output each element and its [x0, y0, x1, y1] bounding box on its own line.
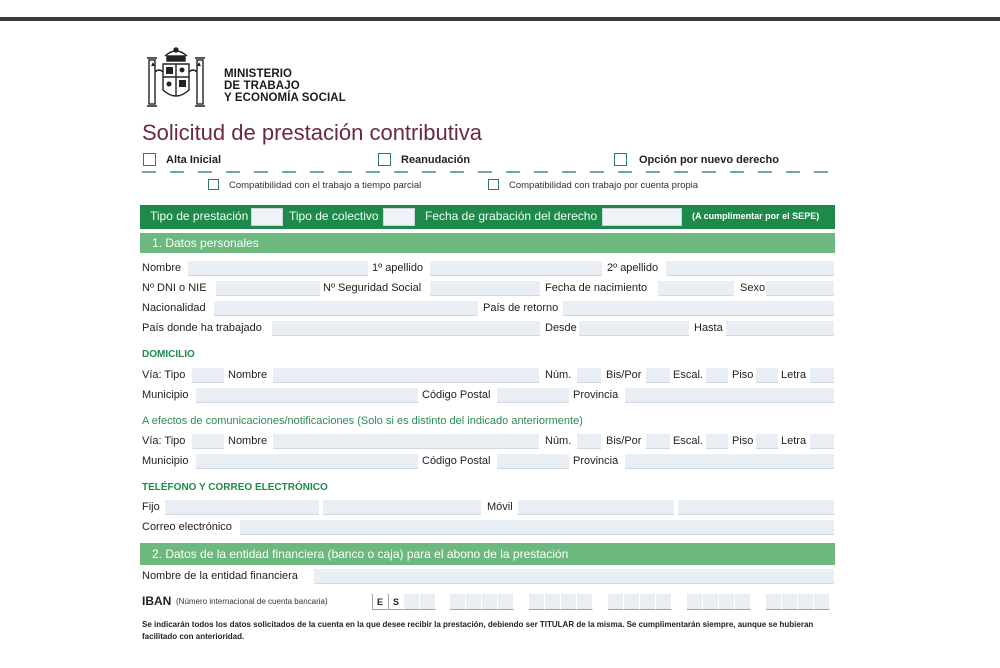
fijo-field-1[interactable]	[165, 500, 319, 515]
opcion-nuevo-derecho-label: Opción por nuevo derecho	[639, 154, 779, 166]
fecha-grabacion-label: Fecha de grabación del derecho	[425, 209, 598, 223]
form-title: Solicitud de prestación contributiva	[142, 120, 482, 145]
iban-cell[interactable]	[482, 594, 498, 610]
fecha-nacimiento-field[interactable]	[658, 281, 734, 296]
fijo-label: Fijo	[142, 501, 160, 513]
iban-cell[interactable]	[687, 594, 703, 610]
notif-bis-label: Bis/Por	[606, 435, 642, 447]
entidad-field[interactable]	[314, 569, 834, 584]
via-tipo-label: Vía: Tipo	[142, 369, 186, 381]
iban-group-1[interactable]	[372, 594, 436, 610]
letra-label: Letra	[781, 369, 807, 381]
entidad-label: Nombre de la entidad financiera	[142, 570, 298, 582]
cp-label: Código Postal	[422, 389, 491, 401]
tipo-prestacion-label: Tipo de prestación	[150, 209, 249, 223]
coat-of-arms-icon	[143, 44, 209, 116]
notif-cp-label: Código Postal	[422, 455, 491, 467]
municipio-label: Municipio	[142, 389, 189, 401]
notificaciones-heading: A efectos de comunicaciones/notificaciones (Solo si es distinto del indicado anteriormente)	[142, 415, 583, 427]
iban-cell[interactable]	[561, 594, 577, 610]
iban-cell[interactable]	[782, 594, 798, 610]
pais-trabajado-field[interactable]	[272, 321, 540, 336]
bis-field[interactable]	[646, 368, 670, 383]
correo-label: Correo electrónico	[142, 521, 232, 533]
pais-retorno-label: País de retorno	[483, 302, 559, 314]
notif-letra-label: Letra	[781, 435, 807, 447]
desde-field[interactable]	[579, 321, 689, 336]
ministry-line-2: DE TRABAJO	[224, 80, 300, 92]
opcion-nuevo-derecho-checkbox[interactable]	[614, 153, 627, 166]
iban-cell[interactable]	[420, 594, 436, 610]
iban-group-3[interactable]	[529, 594, 593, 610]
via-nombre-field[interactable]	[273, 368, 539, 383]
viewer-top-area	[0, 0, 1000, 14]
sepe-note: (A cumplimentar por el SEPE)	[692, 211, 820, 221]
piso-label: Piso	[732, 369, 754, 381]
letra-field[interactable]	[810, 368, 834, 383]
iban-group-2[interactable]	[450, 594, 514, 610]
iban-cell[interactable]	[798, 594, 814, 610]
iban-country-1: E	[372, 594, 388, 610]
notif-num-label: Núm.	[545, 435, 572, 447]
ministry-name	[224, 68, 346, 104]
compat-propia-label: Compatibilidad con trabajo por cuenta propia	[509, 180, 699, 191]
notif-escal-label: Escal.	[673, 435, 703, 447]
tipo-colectivo-label: Tipo de colectivo	[289, 209, 379, 223]
municipio-field[interactable]	[196, 388, 418, 403]
contacto-heading: TELÉFONO Y CORREO ELECTRÓNICO	[142, 482, 328, 493]
piso-field[interactable]	[756, 368, 778, 383]
escal-field[interactable]	[706, 368, 728, 383]
movil-field-2[interactable]	[678, 500, 834, 515]
nss-label: Nº Seguridad Social	[323, 282, 422, 294]
dashed-separator	[142, 171, 832, 173]
reanudacion-checkbox[interactable]	[378, 153, 391, 166]
nombre-label: Nombre	[142, 262, 182, 274]
iban-cell[interactable]	[608, 594, 624, 610]
notif-provincia-field[interactable]	[625, 454, 834, 469]
section-2-title: 2. Datos de la entidad financiera (banco o caja) para el abono de la prestación	[152, 547, 569, 561]
notif-num-field[interactable]	[577, 434, 601, 449]
iban-cell[interactable]	[703, 594, 719, 610]
bis-label: Bis/Por	[606, 369, 642, 381]
fecha-grabacion-field[interactable]	[602, 208, 682, 226]
notif-via-tipo-label: Vía: Tipo	[142, 435, 186, 447]
iban-note: Se indicarán todos los datos solicitados de la cuenta en la que desee recibir la prestación, debiendo ser TITULAR de la misma. Se cumplimentarán siempre, aunque se hubieran facilitado con anterioridad.	[142, 620, 814, 641]
notif-via-nombre-field[interactable]	[273, 434, 539, 449]
iban-cell[interactable]	[529, 594, 545, 610]
desde-label: Desde	[545, 322, 577, 334]
alta-inicial-checkbox[interactable]	[143, 153, 156, 166]
compat-parcial-checkbox[interactable]	[208, 179, 219, 190]
hasta-field[interactable]	[726, 321, 834, 336]
iban-group-4[interactable]	[608, 594, 672, 610]
iban-cell[interactable]	[498, 594, 514, 610]
movil-label: Móvil	[487, 501, 513, 513]
notif-escal-field[interactable]	[706, 434, 728, 449]
section-2-header	[140, 543, 835, 565]
pais-retorno-field[interactable]	[563, 301, 834, 316]
iban-cell[interactable]	[766, 594, 782, 610]
nacionalidad-field[interactable]	[214, 301, 478, 316]
alta-inicial-label: Alta Inicial	[166, 154, 222, 166]
iban-cell[interactable]	[735, 594, 751, 610]
notif-via-nombre-label: Nombre	[228, 435, 268, 447]
domicilio-heading: DOMICILIO	[142, 349, 195, 360]
notif-municipio-field[interactable]	[196, 454, 418, 469]
notif-piso-label: Piso	[732, 435, 754, 447]
apellido1-field[interactable]	[430, 261, 602, 276]
iban-cell[interactable]	[640, 594, 656, 610]
cp-field[interactable]	[497, 388, 569, 403]
via-nombre-label: Nombre	[228, 369, 268, 381]
movil-field-1[interactable]	[518, 500, 674, 515]
compat-propia-checkbox[interactable]	[488, 179, 499, 190]
iban-country-2: S	[388, 594, 404, 610]
escal-label: Escal.	[673, 369, 703, 381]
tipo-prestacion-field[interactable]	[251, 208, 283, 226]
iban-cell[interactable]	[545, 594, 561, 610]
viewer-divider	[0, 17, 1000, 21]
fijo-field-2[interactable]	[323, 500, 481, 515]
correo-field[interactable]	[240, 520, 834, 535]
notif-letra-field[interactable]	[810, 434, 834, 449]
num-field[interactable]	[577, 368, 601, 383]
iban-cell[interactable]	[814, 594, 830, 610]
dni-label: Nº DNI o NIE	[142, 282, 207, 294]
reanudacion-label: Reanudación	[401, 154, 471, 166]
iban-cell[interactable]	[577, 594, 593, 610]
hasta-label: Hasta	[694, 322, 723, 334]
iban-cell[interactable]	[404, 594, 420, 610]
num-label: Núm.	[545, 369, 572, 381]
iban-group-5[interactable]	[687, 594, 751, 610]
notif-piso-field[interactable]	[756, 434, 778, 449]
apellido1-label: 1º apellido	[372, 262, 424, 274]
iban-sublabel: (Número internacional de cuenta bancaria)	[176, 597, 328, 606]
notif-provincia-label: Provincia	[573, 455, 619, 467]
iban-cell[interactable]	[656, 594, 672, 610]
notif-via-tipo-field[interactable]	[192, 434, 224, 449]
notif-cp-field[interactable]	[497, 454, 569, 469]
pais-trabajado-label: País donde ha trabajado	[142, 322, 262, 334]
dni-field[interactable]	[216, 281, 320, 296]
apellido2-field[interactable]	[666, 261, 834, 276]
provincia-field[interactable]	[625, 388, 834, 403]
ministry-line-3: Y ECONOMÍA SOCIAL	[224, 92, 346, 104]
section-1-header	[140, 233, 835, 253]
via-tipo-field[interactable]	[192, 368, 224, 383]
provincia-label: Provincia	[573, 389, 619, 401]
iban-group-6[interactable]	[766, 594, 830, 610]
ministry-line-1: MINISTERIO	[224, 68, 293, 80]
nacionalidad-label: Nacionalidad	[142, 302, 206, 314]
iban-cell[interactable]	[450, 594, 466, 610]
fecha-nacimiento-label: Fecha de nacimiento	[545, 282, 648, 294]
sexo-label: Sexo	[740, 282, 766, 294]
tipo-colectivo-field[interactable]	[383, 208, 415, 226]
compat-parcial-label: Compatibilidad con el trabajo a tiempo parcial	[229, 180, 422, 191]
notif-bis-field[interactable]	[646, 434, 670, 449]
section-1-title: 1. Datos personales	[152, 236, 259, 250]
nombre-field[interactable]	[188, 261, 368, 276]
sepe-admin-bar	[140, 205, 835, 229]
iban-label: IBAN	[142, 594, 172, 608]
notif-municipio-label: Municipio	[142, 455, 189, 467]
iban-cell[interactable]	[466, 594, 482, 610]
sexo-field[interactable]	[766, 281, 834, 296]
nss-field[interactable]	[430, 281, 540, 296]
iban-cell[interactable]	[719, 594, 735, 610]
apellido2-label: 2º apellido	[607, 262, 659, 274]
iban-cell[interactable]	[624, 594, 640, 610]
